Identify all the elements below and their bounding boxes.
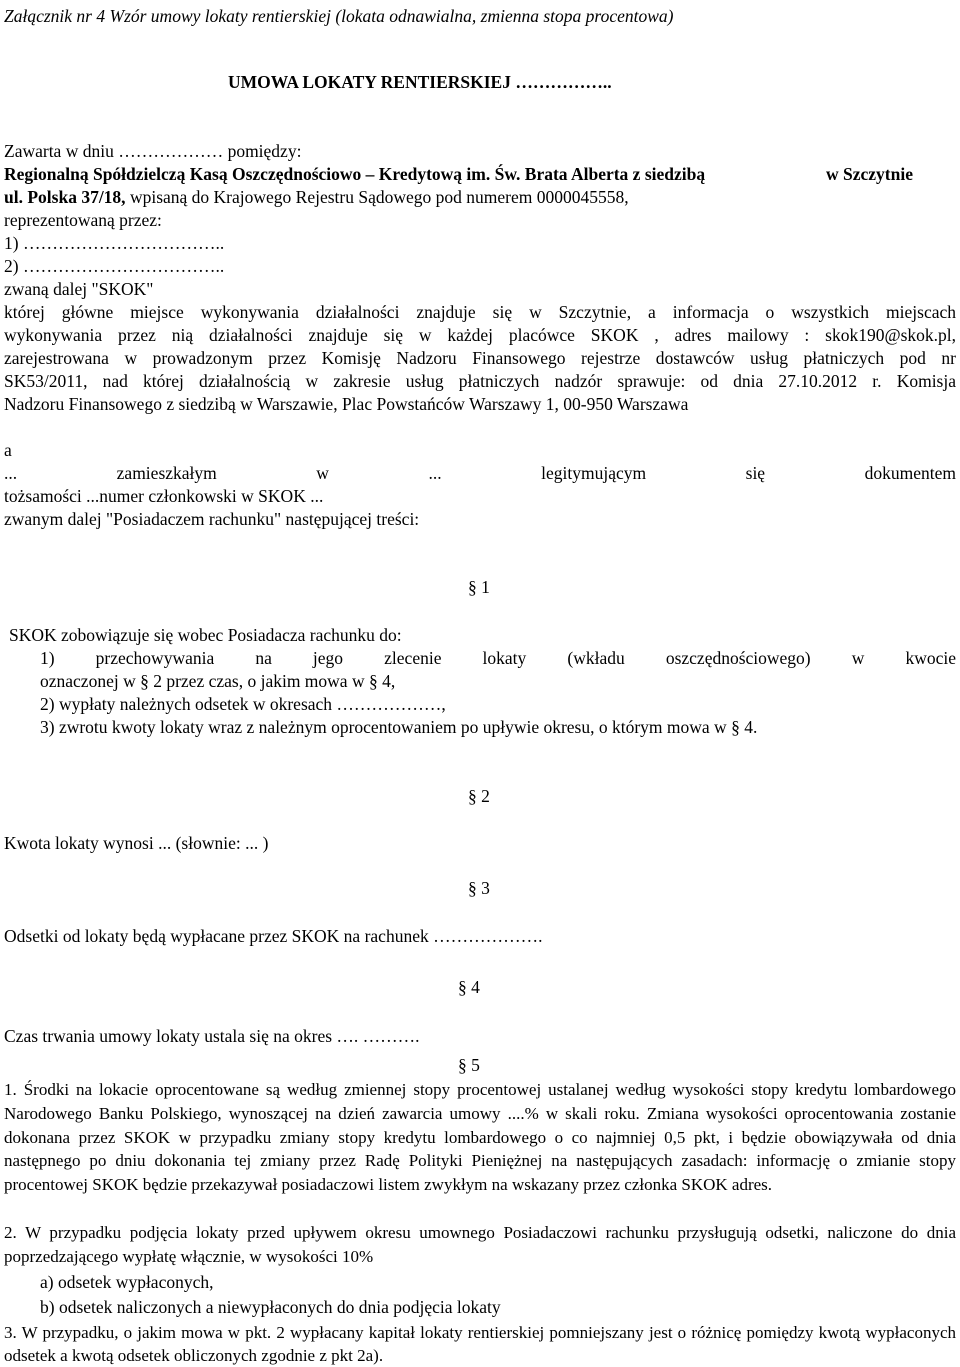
intro-representative-2: 2) …………………………….. <box>4 256 225 276</box>
section-1-line-5: 3) zwrotu kwoty lokaty wraz z należnym oprocentowaniem po upływie okresu, o którym mowa w § 4. <box>40 717 758 737</box>
intro-called-holder: zwanym dalej "Posiadaczem rachunku" następującej treści: <box>4 509 420 529</box>
section-5-point-1: 1. Środki na lokacie oprocentowane są według zmiennej stopy procentowej ustalanej według wysokości stopy kredytu lombardowego Narodowego Banku Polskiego, wynoszącej na dzień zawarcia umowy ....% w skali roku. Zmiana wysokości oprocentowania zostanie dokonana przez SKOK w przypadku zmiany stopy kredytu lombardowego o co najmniej 0,5 pkt, i będzie obowiązywała od dnia następnego po dniu dokonania tej zmiany przez Radę Polityki Pieniężnej na następujących zasadach: informację o zmianie stopy procentowej SKOK będzie przekazywał posiadaczowi listem zwykłym na wskazany przez członka SKOK adres. <box>4 1080 956 1195</box>
section-1-line-2: 1) przechowywania na jego zlecenie lokaty (wkładu oszczędnościowego) w kwocie <box>40 648 956 668</box>
intro-line-9: wykonywania przez nią działalności znajduje się w każdej placówce SKOK , adres mailowy : skok190@skok.pl, <box>4 325 956 345</box>
intro-representative-1: 1) …………………………….. <box>4 233 225 253</box>
section-3-heading: § 3 <box>468 878 490 898</box>
section-5-point-3: 3. W przypadku, o jakim mowa w pkt. 2 wypłacany kapitał lokaty rentierskiej pomniejszany jest o różnicę pomiędzy kwotą wypłaconych odsetek a kwotą odsetek obliczonych zgodnie z pkt 2a). <box>4 1323 956 1365</box>
intro-date-line: Zawarta w dniu ……………… pomiędzy: <box>4 141 302 161</box>
contract-title: UMOWA LOKATY RENTIERSKIEJ …………….. <box>228 72 612 92</box>
section-4-heading: § 4 <box>458 977 480 997</box>
section-5-point-2b: b) odsetek naliczonych a niewypłaconych do dnia podjęcia lokaty <box>40 1297 501 1317</box>
intro-line-10: zarejestrowana w prowadzonym przez Komisję Nadzoru Finansowego rejestrze dostawców usług płatniczych pod nr <box>4 348 956 368</box>
section-2-heading: § 2 <box>468 786 490 806</box>
intro-member-residence: ... zamieszkałym w ... legitymującym się dokumentem <box>4 463 956 483</box>
intro-member-id: tożsamości ...numer członkowski w SKOK ... <box>4 486 324 506</box>
intro-party-city: w Szczytnie <box>826 164 913 184</box>
intro-address-line <box>4 186 629 208</box>
section-3-text: Odsetki od lokaty będą wypłacane przez SKOK na rachunek ………………. <box>4 926 543 946</box>
section-5-point-2: 2. W przypadku podjęcia lokaty przed upływem okresu umownego Posiadaczowi rachunku przysługują odsetki, naliczone do dnia poprzedzającego wypłatę włącznie, w wysokości 10% <box>4 1223 956 1266</box>
section-4-text: Czas trwania umowy lokaty ustala się na okres …. ………. <box>4 1026 420 1046</box>
intro-represented-by: reprezentowaną przez: <box>4 210 162 230</box>
intro-line-11: SK53/2011, nad której działalnością w zakresie usług płatniczych nadzór sprawuje: od dnia 27.10.2012 r. Komisja <box>4 371 956 391</box>
section-1-line-3: oznaczonej w § 2 przez czas, o jakim mowa w § 4, <box>40 671 396 691</box>
intro-party-name: Regionalną Spółdzielczą Kasą Oszczędnościowo – Kredytową im. Św. Brata Alberta z siedzibą <box>4 164 706 184</box>
intro-krs: wpisaną do Krajowego Rejestru Sądowego pod numerem 0000045558, <box>125 187 629 207</box>
intro-called-skok: zwaną dalej "SKOK" <box>4 279 154 299</box>
section-2-text: Kwota lokaty wynosi ... (słownie: ... ) <box>4 833 269 853</box>
intro-and: a <box>4 440 12 460</box>
section-1-line-1: SKOK zobowiązuje się wobec Posiadacza rachunku do: <box>9 625 402 645</box>
section-1-heading: § 1 <box>468 577 490 597</box>
intro-line-12: Nadzoru Finansowego z siedzibą w Warszawie, Plac Powstańców Warszawy 1, 00-950 Warszawa <box>4 394 689 414</box>
section-1-line-4: 2) wypłaty należnych odsetek w okresach ………………, <box>40 694 446 714</box>
section-5-point-2a: a) odsetek wypłaconych, <box>40 1272 214 1292</box>
section-5-heading: § 5 <box>458 1055 480 1075</box>
intro-line-8: której główne miejsce wykonywania działalności znajduje się w Szczytnie, a informacja o wszystkich miejscach <box>4 302 956 322</box>
document-header: Załącznik nr 4 Wzór umowy lokaty rentierskiej (lokata odnawialna, zmienna stopa procentowa) <box>4 6 674 26</box>
intro-address: ul. Polska 37/18, <box>4 187 126 207</box>
